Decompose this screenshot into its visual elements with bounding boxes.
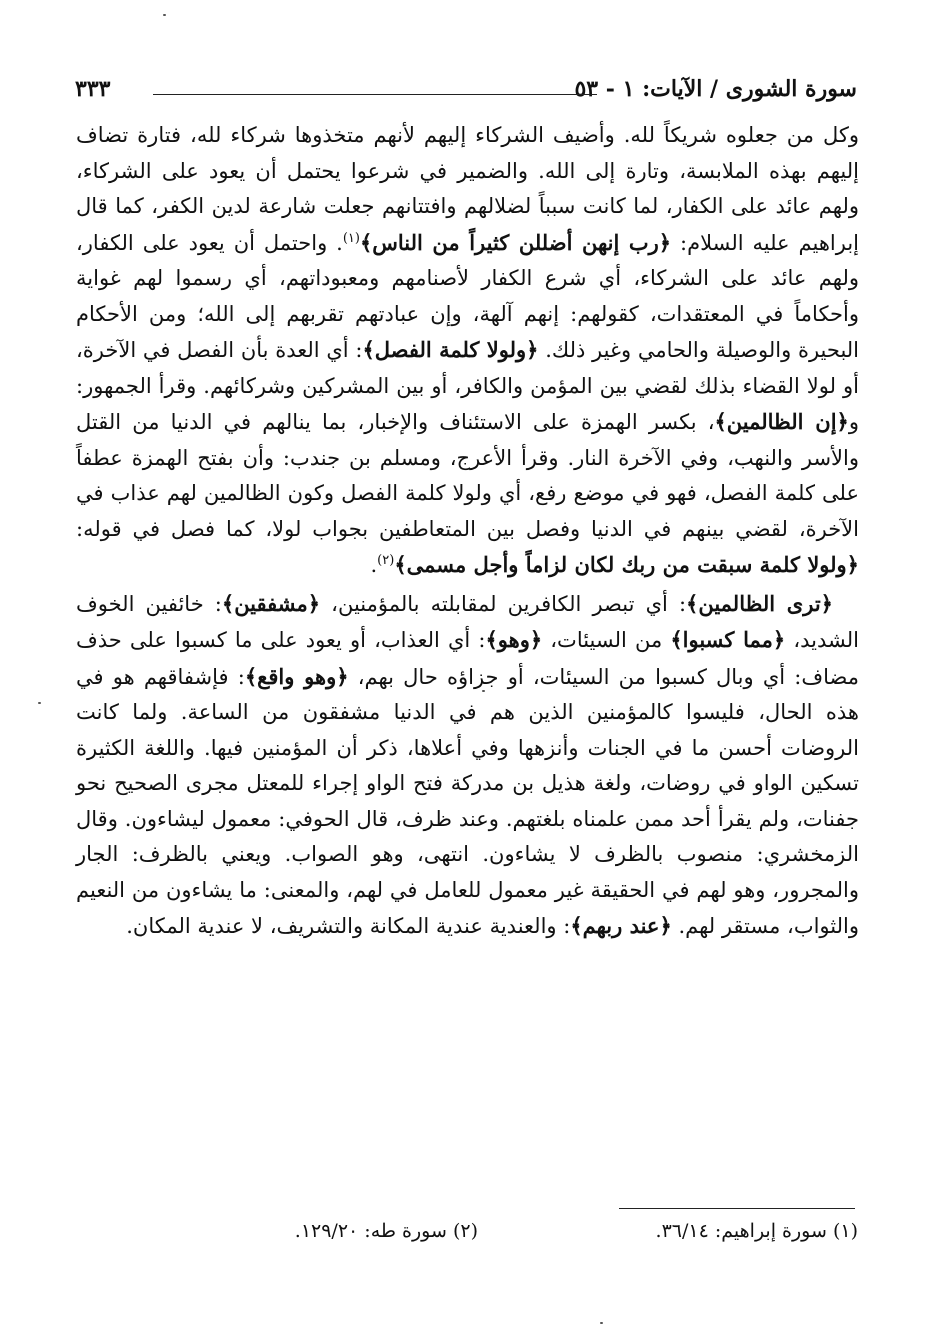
quran-quote: ﴿مشفقين﴾ [221,590,321,616]
text-run: : أي العدة بأن الفصل في الآخرة، أو لولا القضاء بذلك لقضي بين المؤمن والكافر، أو بين المشركين وشركائهم. وقرأ الجمهور: و [76,338,859,434]
quran-quote: ﴿مما كسبوا﴾ [670,627,786,652]
quran-quote: ﴿وهو واقع﴾ [244,663,349,689]
quran-quote: ﴿رب إنهن أضللن كثيراً من الناس﴾ [359,229,672,255]
text-run: وكل من جعلوه شريكاً لله. وأضيف الشركاء إليهم لأنهم متخذوها شركاء لله، فتارة تضاف إليهم بهذه الملابسة، وتارة إلى الله. والضمير في شرعوا يحتمل أن يعود على الشركاء، ولهم عائد على الكفار، لما كانت سبباً لضلالهم وافتتانهم جعلت شارعة لدين الكفر، كما قال إبراهيم عليه السلام: [76,123,859,255]
footnote-ref: (١) [342,230,360,246]
paragraph-2 [76,586,859,945]
footnote-separator [619,1208,855,1209]
scan-speck [482,690,485,692]
text-run: . واحتمل أن يعود على الكفار، ولهم عائد على الشركاء، أي شرع الكفار لأصنامهم ومعبوداتهم، أي رسموا لهم غواية وأحكاماً في المعتقدات، كقولهم: إنهم آلهة، وإن عبادتهم تقربهم إلى الله؛ ومن الأحكام البحيرة والوصيلة والحامي وغير ذلك. [76,230,860,362]
footnote-1: (١) سورة إبراهيم: ٣٦/١٤. [655,1220,858,1242]
quran-quote: ﴿إن الظالمين﴾ [714,409,849,434]
footnote-ref: (٢) [377,553,395,568]
footnote-2: (٢) سورة طه: ١٢٩/٢٠. [294,1220,478,1242]
quran-quote: ﴿وهو﴾ [485,627,543,652]
text-run: : أي العذاب، أو يعود على ما كسبوا على حذف مضاف: أي وبال كسبوا من السيئات، أو جزاؤه حال بهم، [76,628,859,689]
quran-quote: ﴿ولولا كلمة الفصل﴾ [362,337,539,362]
text-run: من السيئات، [542,628,671,652]
footnotes [200,1220,858,1250]
scan-speck [600,1322,603,1324]
surah-title: سورة الشورى / الآيات: ١ - ٥٣ [574,76,857,102]
paragraph-1 [76,118,859,584]
scan-speck [163,14,166,16]
text-run: : خائفين الخوف الشديد، [76,591,859,652]
text-run: ، بكسر الهمزة على الاستئناف والإخبار، بما ينالهم في الدنيا من القتل والأسر والنهب، وفي الآخرة النار. وقرأ الأعرج، ومسلم بن جندب: وأن بفتح الهمزة عطفاً على كلمة الفصل، فهو في موضع رفع، أي ولولا كلمة الفصل وكون الظالمين لهم عذاب في الآخرة، لقضي بينهم في الدنيا وفصل بين المتعاطفين بجواب لولا، كما فصل في قوله: [76,410,859,541]
running-header [75,72,857,108]
commentary-body [76,118,859,945]
text-run: : والعندية عندية المكانة والتشريف، لا عندية المكان. [126,914,571,938]
text-run: : أي تبصر الكافرين لمقابلته بالمؤمنين، [320,591,687,616]
quran-quote: ﴿عند ربهم﴾ [570,913,672,938]
quran-quote: ﴿ترى الظالمين﴾ [686,590,833,616]
text-run: : فإشفاقهم هو في هذه الحال، فليسوا كالمؤمنين الذين هم في الدنيا مشفقون من الساعة. ولما كانت الروضات أحسن ما في الجنات وأنزهها وفي أعلاها، ذكر أن المؤمنين فيها. واللغة الكثيرة تسكين الواو في روضات، ولغة هذيل بن مدركة فتح الواو إجراء للمعتل مجرى الصحيح نحو جفنات، ولم يقرأ أحد ممن علمناه بلغتهم. وعند ظرف، قال الحوفي: معمول ليشاءون. وقال الزمخشري: منصوب بالظرف لا يشاءون. انتهى، وهو الصواب. ويعني بالظرف: الجار والمجرور، وهو لهم في الحقيقة غير معمول للعامل في لهم، والمعنى: ما يشاءون من النعيم والثواب، مستقر لهم. [76,664,860,938]
text-run: . [370,553,378,577]
header-rule [153,94,597,95]
scan-speck [38,702,41,704]
quran-quote: ﴿ولولا كلمة سبقت من ربك لكان لزاماً وأجل مسمى﴾ [394,552,859,577]
page-number: ٣٣٣ [75,76,111,102]
